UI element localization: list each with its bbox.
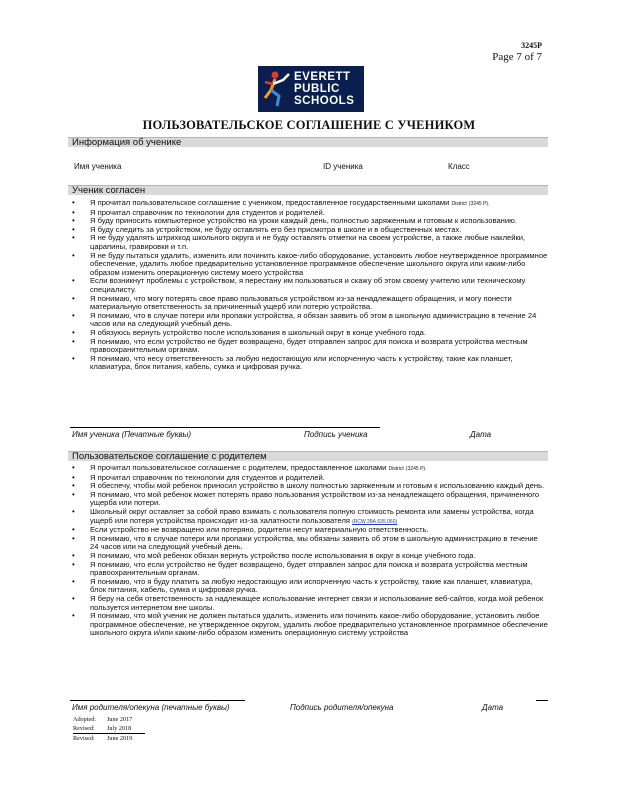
student-agreement-list <box>68 199 548 372</box>
parent-agreement-list <box>68 464 548 638</box>
logo-line-3: SCHOOLS <box>294 95 355 107</box>
runner-figure-icon <box>261 70 293 108</box>
section-header-parent-agreement: Пользовательское соглашение с родителем <box>68 451 548 461</box>
revision-row: Adopted: June 2017 <box>73 716 133 723</box>
page-number: Page 7 of 7 <box>492 51 542 63</box>
list-item: • Я буду следить за устройством, не буду оставлять его без присмотра в школе и в общественных местах. <box>68 226 548 235</box>
list-item: • Я прочитал пользовательское соглашение с родителем, предоставленное школами District (3245 P). <box>68 464 548 474</box>
logo-line-1: EVERETT <box>294 71 351 83</box>
student-signature-label: Подпись ученика <box>304 430 368 439</box>
parent-signature-line <box>70 700 245 701</box>
list-item: • Если устройство не возвращено или потеряно, родители несут материальную ответственность. <box>68 526 548 535</box>
revision-row: Revised: July 2018 <box>73 724 145 734</box>
list-item: • Я понимаю, что если устройство не будет возвращено, будет отправлен запрос для поиска и возврата устройства местным правоохранительным органам. <box>68 338 548 355</box>
logo-line-2: PUBLIC <box>294 83 340 95</box>
section-header-student-info: Информация об ученике <box>68 137 548 147</box>
list-item: • Я понимаю, что в случае потери или пропажи устройства, я обязан заявить об этом в школьную администрацию в течение 24 часов или на следующий учебный день. <box>68 312 548 329</box>
revision-row: Revised: June 2019 <box>73 735 133 742</box>
policy-code: 3245P <box>521 41 542 50</box>
student-name-print-label: Имя ученика (Печатные буквы) <box>72 430 192 439</box>
list-item: • Если возникнут проблемы с устройством, я перестану им пользоваться и скажу об этом своему учителю или техническому специалисту. <box>68 277 548 294</box>
list-item: • Я не буду удалять штрихкод школьного округа и не буду оставлять отметки на своем устройстве, а также любые наклейки, царапины, гравировки и т.п. <box>68 234 548 251</box>
section-header-student-agrees: Ученик согласен <box>68 185 548 195</box>
student-date-label: Дата <box>470 430 492 439</box>
list-item: • Я обеспечу, чтобы мой ребенок приносил устройство в школу полностью заряженным и готовым к использованию каждый день. <box>68 482 548 491</box>
student-id-label: ID ученика <box>323 162 363 171</box>
district-logo <box>258 66 364 112</box>
rcw-link[interactable]: (RCW 28A.635.060) <box>352 518 398 525</box>
parent-date-line <box>536 700 548 701</box>
parent-date-label: Дата <box>482 703 504 712</box>
list-item: • Я буду приносить компьютерное устройство на уроки каждый день, полностью заряженным и готовым к использованию. <box>68 217 548 226</box>
parent-signature-label: Подпись родителя/опекуна <box>290 703 394 712</box>
list-item: • Я не буду пытаться удалить, изменить или починить какое-либо оборудование, установить любое неутвержденное программное обеспечение, удалить любое предварительно установленное программное обеспечение школьного округа или каким-либо образом изменить операционную систему моего устройства <box>68 252 548 278</box>
list-item: • Я обязуюсь вернуть устройство после использования в школьный округ в конце учебного года. <box>68 329 548 338</box>
list-item: • Я понимаю, что мой ученик не должен пытаться удалить, изменить или починить какое-либо оборудование, установить любое программное обеспечение, не утвержденное округом, удалить любое предварительно установленное программное обеспечение школьного округа и/или каким-либо образом изменить операционную систему устройства <box>68 612 548 638</box>
student-signature-line <box>70 427 380 428</box>
list-item: • Я понимаю, что мой ребенок может потерять право пользования устройством из-за ненадлежащего обращения, причиненного ущерба или потери. <box>68 491 548 508</box>
list-item: • Я понимаю, что могу потерять свое право пользоваться устройством из-за ненадлежащего обращения, и могу понести материальную ответственность за причиненный ущерб или потерю устройства. <box>68 295 548 312</box>
list-item: • Я понимаю, что несу ответственность за любую недостающую или испорченную часть к устройству, такие как планшет, клавиатура, блок питания, кабель, сумка и цифровая ручка. <box>68 355 548 372</box>
class-label: Класс <box>448 162 470 171</box>
list-item: • Школьный округ оставляет за собой право взимать с пользователя полную стоимость ремонта или замены устройства, когда ущерб или потеря устройства происходит из-за халатности пользователя (RCW 28A.635.060) <box>68 508 548 526</box>
list-item: • Я понимаю, что если устройство не будет возвращено, будет отправлен запрос для поиска и возврата устройства местным правоохранительным органам. <box>68 561 548 578</box>
list-item: • Я прочитал справочник по технологии для студентов и родителей. <box>68 474 548 483</box>
list-item: • Я прочитал справочник по технологии для студентов и родителей. <box>68 209 548 218</box>
revision-history <box>73 715 145 743</box>
list-item: • Я понимаю, что мой ребенок обязан вернуть устройство после использования в округ в конце учебного года. <box>68 552 548 561</box>
list-item: • Я прочитал пользовательское соглашение с учеником, предоставленное государственными школами District (3245 P). <box>68 199 548 209</box>
list-item: • Я беру на себя ответственность за надлежащее использование интернет связи и использование веб-сайтов, когда мой ребенок пользуется интернетом вне школы. <box>68 595 548 612</box>
document-title: ПОЛЬЗОВАТЕЛЬСКОЕ СОГЛАШЕНИЕ С УЧЕНИКОМ <box>142 118 476 132</box>
student-name-label: Имя ученика <box>74 162 122 171</box>
list-item: • Я понимаю, что в случае потери или пропажи устройства, мы обязаны заявить об этом в школьную администрацию в течение 24 часов или на следующий учебный день. <box>68 535 548 552</box>
parent-name-print-label: Имя родителя/опекуна (печатные буквы) <box>72 703 230 712</box>
list-item: • Я понимаю, что я буду платить за любую недостающую или испорченную часть к устройству, такие как планшет, клавиатура, блок питания, кабель, сумка и цифровая ручка. <box>68 578 548 595</box>
